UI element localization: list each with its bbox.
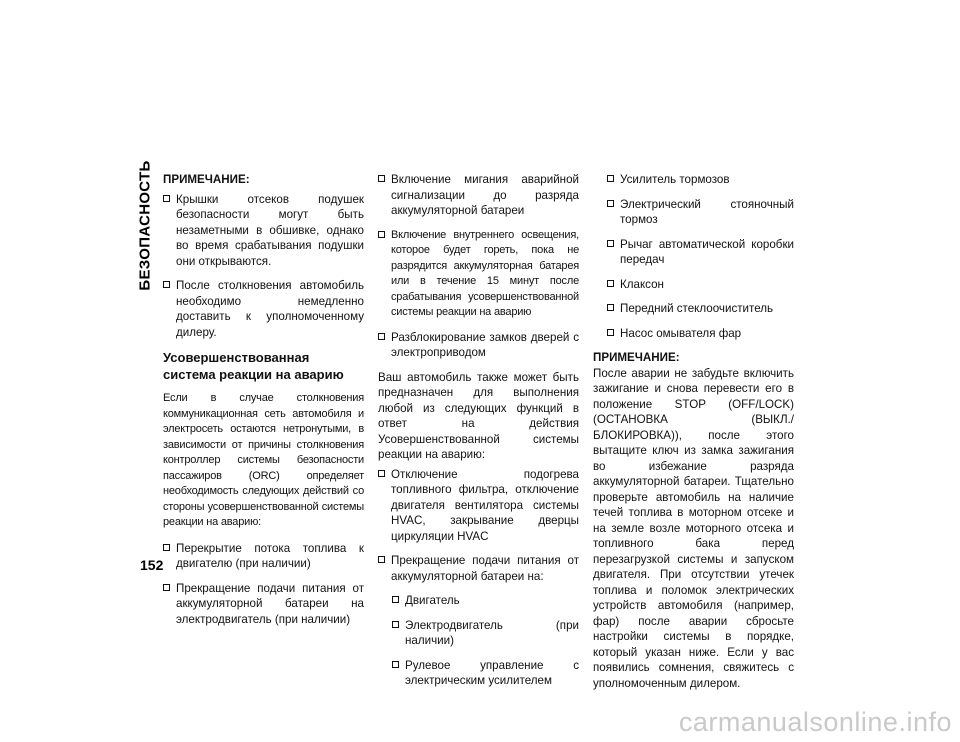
list-item: Двигатель (392, 593, 579, 609)
checkbox-bullet-icon (607, 304, 614, 311)
functions-paragraph: Ваш автомобиль также может быть предназначен для выполнения любой из следующих функций в ответ на действия Усовершенствованной системы реакции на аварию: (378, 370, 579, 461)
section-title: Усовершенствованная система реакции на аварию (163, 350, 344, 382)
list-item: Электрический стояночный тормоз (607, 197, 794, 228)
checkbox-bullet-icon (607, 200, 614, 207)
checkbox-bullet-icon (163, 544, 170, 551)
note-paragraph: После аварии не забудьте включить зажигание и снова перевести его в положение STOP (OFF/LOCK) (ОСТАНОВКА (ВЫКЛ./БЛОКИРОВКА)), после этого вытащите ключ из замка зажигания во избежание разряда аккумуляторной батареи. Тщательно проверьте автомобиль на наличие течей топлива в моторном отсеке и на земле возле моторного отсека и топливного бака перед перезагрузкой системы и запуском двигателя. При отсутствии утечек топлива и поломок электрических устройств автомобиля (например, фар) после аварии сбросьте настройки системы в порядке, который указан ниже. Если у вас появились сомнения, свяжитесь с уполномоченным дилером. (593, 366, 794, 690)
functions-list (378, 467, 579, 689)
action-list (163, 541, 364, 628)
watermark: carmanualsonline.info (678, 707, 952, 737)
list-item: Передний стеклоочиститель (607, 301, 794, 317)
column-3 (593, 172, 794, 701)
list-item: Перекрытие потока топлива к двигателю (при наличии) (163, 541, 364, 572)
section-side-tab-label: БЕЗОПАСНОСТЬ (136, 159, 154, 291)
list-item: Электродвигатель (при наличии) (392, 618, 579, 649)
checkbox-bullet-icon (378, 175, 385, 182)
checkbox-bullet-icon (392, 661, 399, 668)
column-1 (163, 172, 364, 636)
power-cut-list (593, 172, 794, 341)
section-side-tab (134, 159, 156, 291)
note-heading: ПРИМЕЧАНИЕ: (593, 351, 680, 364)
list-item: Прекращение подачи питания от аккумуляторной батареи на электродвигатель (при наличии) (163, 581, 364, 628)
list-item: Клаксон (607, 277, 794, 293)
checkbox-bullet-icon (378, 470, 385, 477)
checkbox-bullet-icon (392, 621, 399, 628)
checkbox-bullet-icon (378, 231, 385, 238)
list-item: Усилитель тормозов (607, 172, 794, 188)
checkbox-bullet-icon (392, 596, 399, 603)
list-item: Включение внутреннего освещения, которое будет гореть, пока не разрядится аккумуляторная батарея или в течение 15 минут после срабатывания усовершенствованной системы реакции на аварию (378, 228, 579, 321)
checkbox-bullet-icon (607, 175, 614, 182)
checkbox-bullet-icon (607, 280, 614, 287)
column-2 (378, 172, 579, 698)
list-item: Насос омывателя фар (607, 326, 794, 342)
note-heading: ПРИМЕЧАНИЕ: (163, 173, 250, 186)
checkbox-bullet-icon (607, 240, 614, 247)
page-number: 152 (140, 557, 164, 573)
list-item: Прекращение подачи питания от аккумуляторной батареи на: (378, 553, 579, 584)
intro-paragraph: Если в случае столкновения коммуникационная сеть автомобиля и электросеть остаются нетронутыми, в зависимости от причины столкновения контроллер системы безопасности пассажиров (ORC) определяет необходимость следующих действий со стороны усовершенствованной системы реакции на аварию: (163, 392, 364, 528)
list-item: Рычаг автоматической коробки передач (607, 237, 794, 268)
action-list-continued (378, 172, 579, 361)
checkbox-bullet-icon (607, 329, 614, 336)
checkbox-bullet-icon (163, 195, 170, 202)
list-item: Разблокирование замков дверей с электроприводом (378, 330, 579, 361)
list-item: После столкновения автомобиль необходимо немедленно доставить к уполномоченному дилеру. (163, 278, 364, 340)
list-item: Рулевое управление с электрическим усилителем (392, 658, 579, 689)
list-item: Включение мигания аварийной сигнализации до разряда аккумуляторной батареи (378, 172, 579, 219)
checkbox-bullet-icon (378, 333, 385, 340)
note-list (163, 192, 364, 341)
checkbox-bullet-icon (163, 281, 170, 288)
list-item: Крышки отсеков подушек безопасности могут быть незаметными в обшивке, однако во время срабатывания подушки они открываются. (163, 192, 364, 270)
checkbox-bullet-icon (378, 556, 385, 563)
list-item: Отключение подогрева топливного фильтра, отключение двигателя вентилятора системы HVAC, закрывание дверцы циркуляции HVAC (378, 467, 579, 545)
checkbox-bullet-icon (163, 584, 170, 591)
